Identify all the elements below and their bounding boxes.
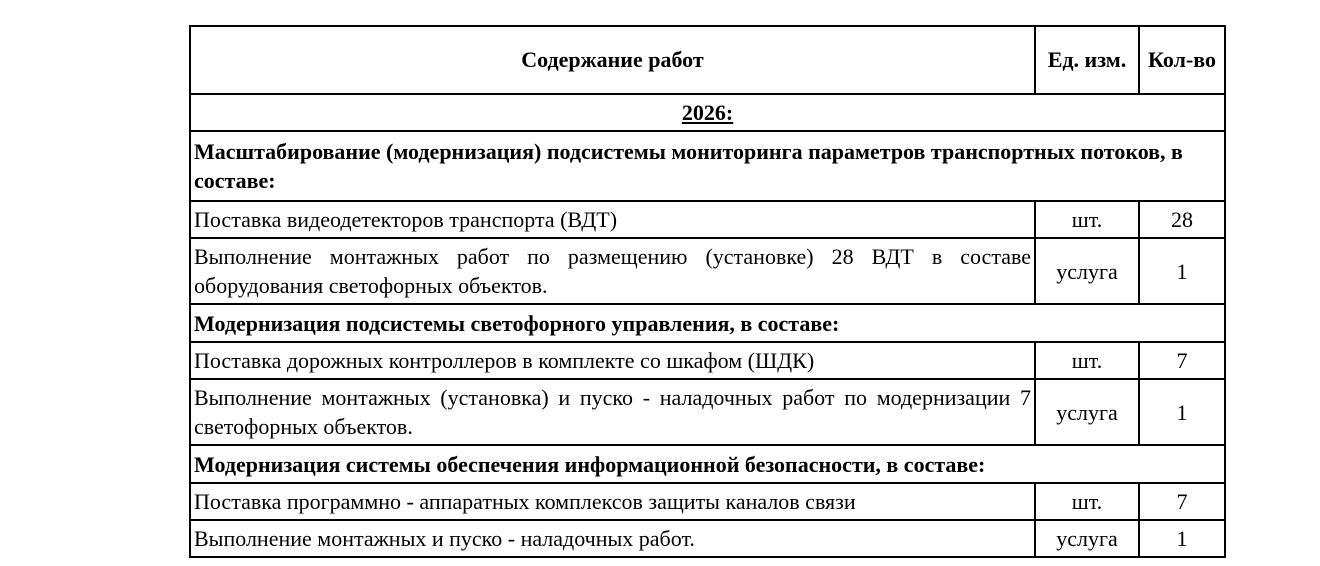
table-row [190, 201, 1225, 238]
item-quantity: 1 [1139, 379, 1225, 445]
item-quantity: 28 [1139, 201, 1225, 238]
item-unit: услуга [1035, 379, 1139, 445]
table-row [190, 342, 1225, 379]
item-description: Поставка видеодетекторов транспорта (ВДТ) [190, 201, 1035, 238]
item-quantity: 1 [1139, 238, 1225, 304]
section-row [190, 304, 1225, 342]
item-description: Поставка программно - аппаратных комплексов защиты каналов связи [190, 483, 1035, 520]
item-unit: шт. [1035, 201, 1139, 238]
item-quantity: 1 [1139, 520, 1225, 557]
table-row [190, 379, 1225, 445]
table-row [190, 483, 1225, 520]
table-header-row [190, 26, 1225, 94]
section-title: Модернизация системы обеспечения информационной безопасности, в составе: [190, 445, 1225, 483]
works-table [189, 25, 1226, 558]
section-title: Масштабирование (модернизация) подсистемы мониторинга параметров транспортных потоков, в составе: [190, 131, 1225, 201]
section-row [190, 131, 1225, 201]
table-row [190, 520, 1225, 557]
item-unit: услуга [1035, 238, 1139, 304]
header-description: Содержание работ [190, 26, 1035, 94]
item-description: Выполнение монтажных и пуско - наладочных работ. [190, 520, 1035, 557]
item-quantity: 7 [1139, 483, 1225, 520]
year-label: 2026: [190, 94, 1225, 131]
item-unit: услуга [1035, 520, 1139, 557]
item-unit: шт. [1035, 342, 1139, 379]
year-row [190, 94, 1225, 131]
item-quantity: 7 [1139, 342, 1225, 379]
item-description: Выполнение монтажных работ по размещению (установке) 28 ВДТ в составе оборудования светофорных объектов. [190, 238, 1035, 304]
item-description: Поставка дорожных контроллеров в комплекте со шкафом (ШДК) [190, 342, 1035, 379]
section-row [190, 445, 1225, 483]
table-row [190, 238, 1225, 304]
header-quantity: Кол-во [1139, 26, 1225, 94]
section-title: Модернизация подсистемы светофорного управления, в составе: [190, 304, 1225, 342]
item-unit: шт. [1035, 483, 1139, 520]
item-description: Выполнение монтажных (установка) и пуско - наладочных работ по модернизации 7 светофорных объектов. [190, 379, 1035, 445]
header-unit: Ед. изм. [1035, 26, 1139, 94]
